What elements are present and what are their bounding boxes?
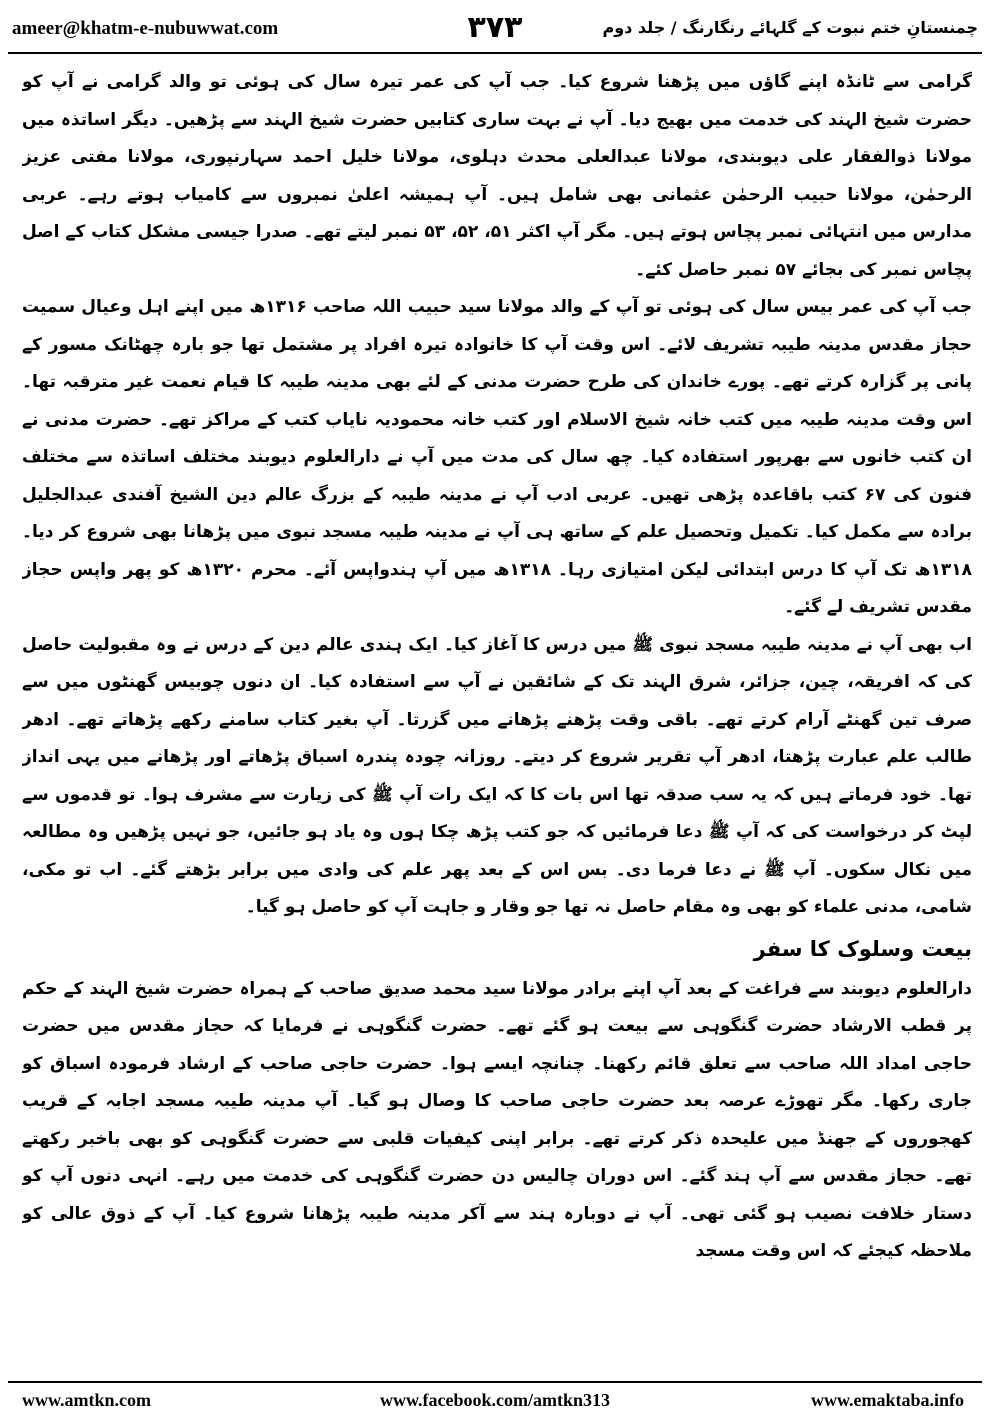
page-header [8,8,982,52]
header-divider [8,52,982,54]
footer-link-amtkn[interactable]: www.amtkn.com [22,1390,151,1410]
footer-link-facebook[interactable]: www.facebook.com/amtkn313 [380,1390,610,1410]
body-paragraph: جب آپ کی عمر بیس سال کی ہوئی تو آپ کے والد مولانا سید حبیب اللہ صاحب ۱۳۱۶ھ میں اپنے اہل وعیال سمیت حجاز مقدس مدینہ طیبہ تشریف لائے۔ اس وقت آپ کا خانوادہ تیرہ افراد پر مشتمل تھا جو بارہ چھٹانک مسور کے پانی پر گزارہ کرتے تھے۔ پورے خاندان کی طرح حضرت مدنی کے لئے بھی مدینہ طیبہ کا قیام نعمت غیر مترقبہ تھا۔ اس وقت مدینہ طیبہ میں کتب خانہ شیخ الاسلام اور کتب خانہ محمودیہ نایاب کتب کے مراکز تھے۔ حضرت مدنی نے ان کتب خانوں سے بھرپور استفادہ کیا۔ چھ سال کی مدت میں آپ نے دارالعلوم دیوبند مختلف اساتذہ سے مختلف فنون کی ۶۷ کتب باقاعدہ پڑھی تھیں۔ عربی ادب آپ نے مدینہ طیبہ کے بزرگ عالم دین الشیخ آفندی عبدالجلیل برادہ سے مکمل کیا۔ تکمیل وتحصیل علم کے ساتھ ہی آپ نے مدینہ طیبہ مسجد نبوی میں پڑھانا بھی شروع کر دیا۔ ۱۳۱۸ھ تک آپ کا درس ابتدائی لیکن امتیازی رہا۔ ۱۳۱۸ھ میں آپ ہندواپس آئے۔ محرم ۱۳۲۰ھ کو پھر واپس حجاز مقدس تشریف لے گئے۔ [22,297,972,617]
footer-link-emaktaba[interactable]: www.emaktaba.info [810,1390,964,1410]
section-heading: بیعت وسلوک کا سفر [753,936,972,961]
body-paragraph: اب بھی آپ نے مدینہ طیبہ مسجد نبوی ﷺ میں درس کا آغاز کیا۔ ایک ہندی عالم دین کے درس نے وہ مقبولیت حاصل کی کہ افریقہ، چین، جزائر، شرق الہند تک کے شائقین نے آپ سے استفادہ کیا۔ ان دنوں چوبیس گھنٹوں میں سے صرف تین گھنٹے آرام کرتے تھے۔ باقی وقت پڑھنے پڑھانے میں گزرتا۔ آپ بغیر کتاب سامنے رکھے پڑھاتے تھے۔ ادھر طالب علم عبارت پڑھتا، ادھر آپ تقریر شروع کر دیتے۔ روزانہ چودہ پندرہ اسباق پڑھاتے اور پڑھانے میں یہی انداز تھا۔ خود فرماتے ہیں کہ یہ سب صدقہ تھا اس بات کا کہ ایک رات آپ ﷺ کی زیارت سے مشرف ہوا۔ تو قدموں سے لپٹ کر درخواست کی کہ آپ ﷺ دعا فرمائیں کہ جو کتب پڑھ چکا ہوں وہ یاد ہو جائیں، جو نہیں پڑھیں وہ مطالعہ میں نکال سکوں۔ آپ ﷺ نے دعا فرما دی۔ بس اس کے بعد پھر علم کی وادی میں برابر بڑھتے گئے۔ اب تو مکی، شامی، مدنی علماء کو بھی وہ مقام حاصل نہ تھا جو وقار و جاہت آپ کو حاصل ہو گیا۔ [22,634,972,917]
footer-divider [8,1381,982,1383]
body-paragraph: گرامی سے ٹانڈہ اپنے گاؤں میں پڑھنا شروع کیا۔ جب آپ کی عمر تیرہ سال کی ہوئی تو والد گرامی نے آپ کو حضرت شیخ الہند کی خدمت میں بھیج دیا۔ آپ نے بہت ساری کتابیں حضرت شیخ الہند سے پڑھیں۔ دیگر اساتذہ میں مولانا ذوالفقار علی دیوبندی، مولانا عبدالعلی محدث دہلوی، مولانا خلیل احمد سہارنپوری، مولانا مفتی عزیز الرحمٰن، مولانا حبیب الرحمٰن عثمانی بھی شامل ہیں۔ آپ ہمیشہ اعلیٰ نمبروں سے کامیاب ہوتے رہے۔ عربی مدارس میں انتہائی نمبر پچاس ہوتے ہیں۔ مگر آپ اکثر ۵۱، ۵۲، ۵۳ نمبر لیتے تھے۔ صدرا جیسی مشکل کتاب کے اصل پچاس نمبر کی بجائے ۵۷ نمبر حاصل کئے۔ [22,72,972,280]
page-body [22,64,972,1376]
book-title: چمنستانِ ختم نبوت کے گلہائے رنگارنگ / جلد دوم [602,18,978,37]
body-paragraph: دارالعلوم دیوبند سے فراغت کے بعد آپ اپنے برادر مولانا سید محمد صدیق صاحب کے ہمراہ حضرت شیخ الہند کے حکم پر قطب الارشاد حضرت گنگوہی سے بیعت ہو گئے تھے۔ حضرت گنگوہی نے فرمایا کہ حجاز مقدس میں حضرت حاجی امداد اللہ صاحب سے تعلق قائم رکھنا۔ چنانچہ ایسے ہوا۔ حضرت حاجی صاحب کے ارشاد فرمودہ اسباق کو جاری رکھا۔ مگر تھوڑے عرصہ بعد حضرت حاجی صاحب کا وصال ہو گیا۔ آپ مدینہ طیبہ مسجد اجابہ کے قریب کھجوروں کے جھنڈ میں علیحدہ ذکر کرتے تھے۔ برابر اپنی کیفیات قلبی سے حضرت گنگوہی کو بھی باخبر رکھتے تھے۔ حجاز مقدس سے آپ ہند گئے۔ اس دوران چالیس دن حضرت گنگوہی کی خدمت میں رہے۔ انہی دنوں آپ کو دستار خلافت نصیب ہو گئی تھی۔ آپ نے دوبارہ ہند سے آکر مدینہ طیبہ پڑھانا شروع کیا۔ آپ کے ذوق عالی کو ملاحظہ کیجئے کہ اس وقت مسجد [22,978,972,1261]
page-number: ۳۷۳ [467,10,523,45]
header-email: ameer@khatm-e-nubuwwat.com [12,18,279,39]
page-footer [8,1388,982,1414]
